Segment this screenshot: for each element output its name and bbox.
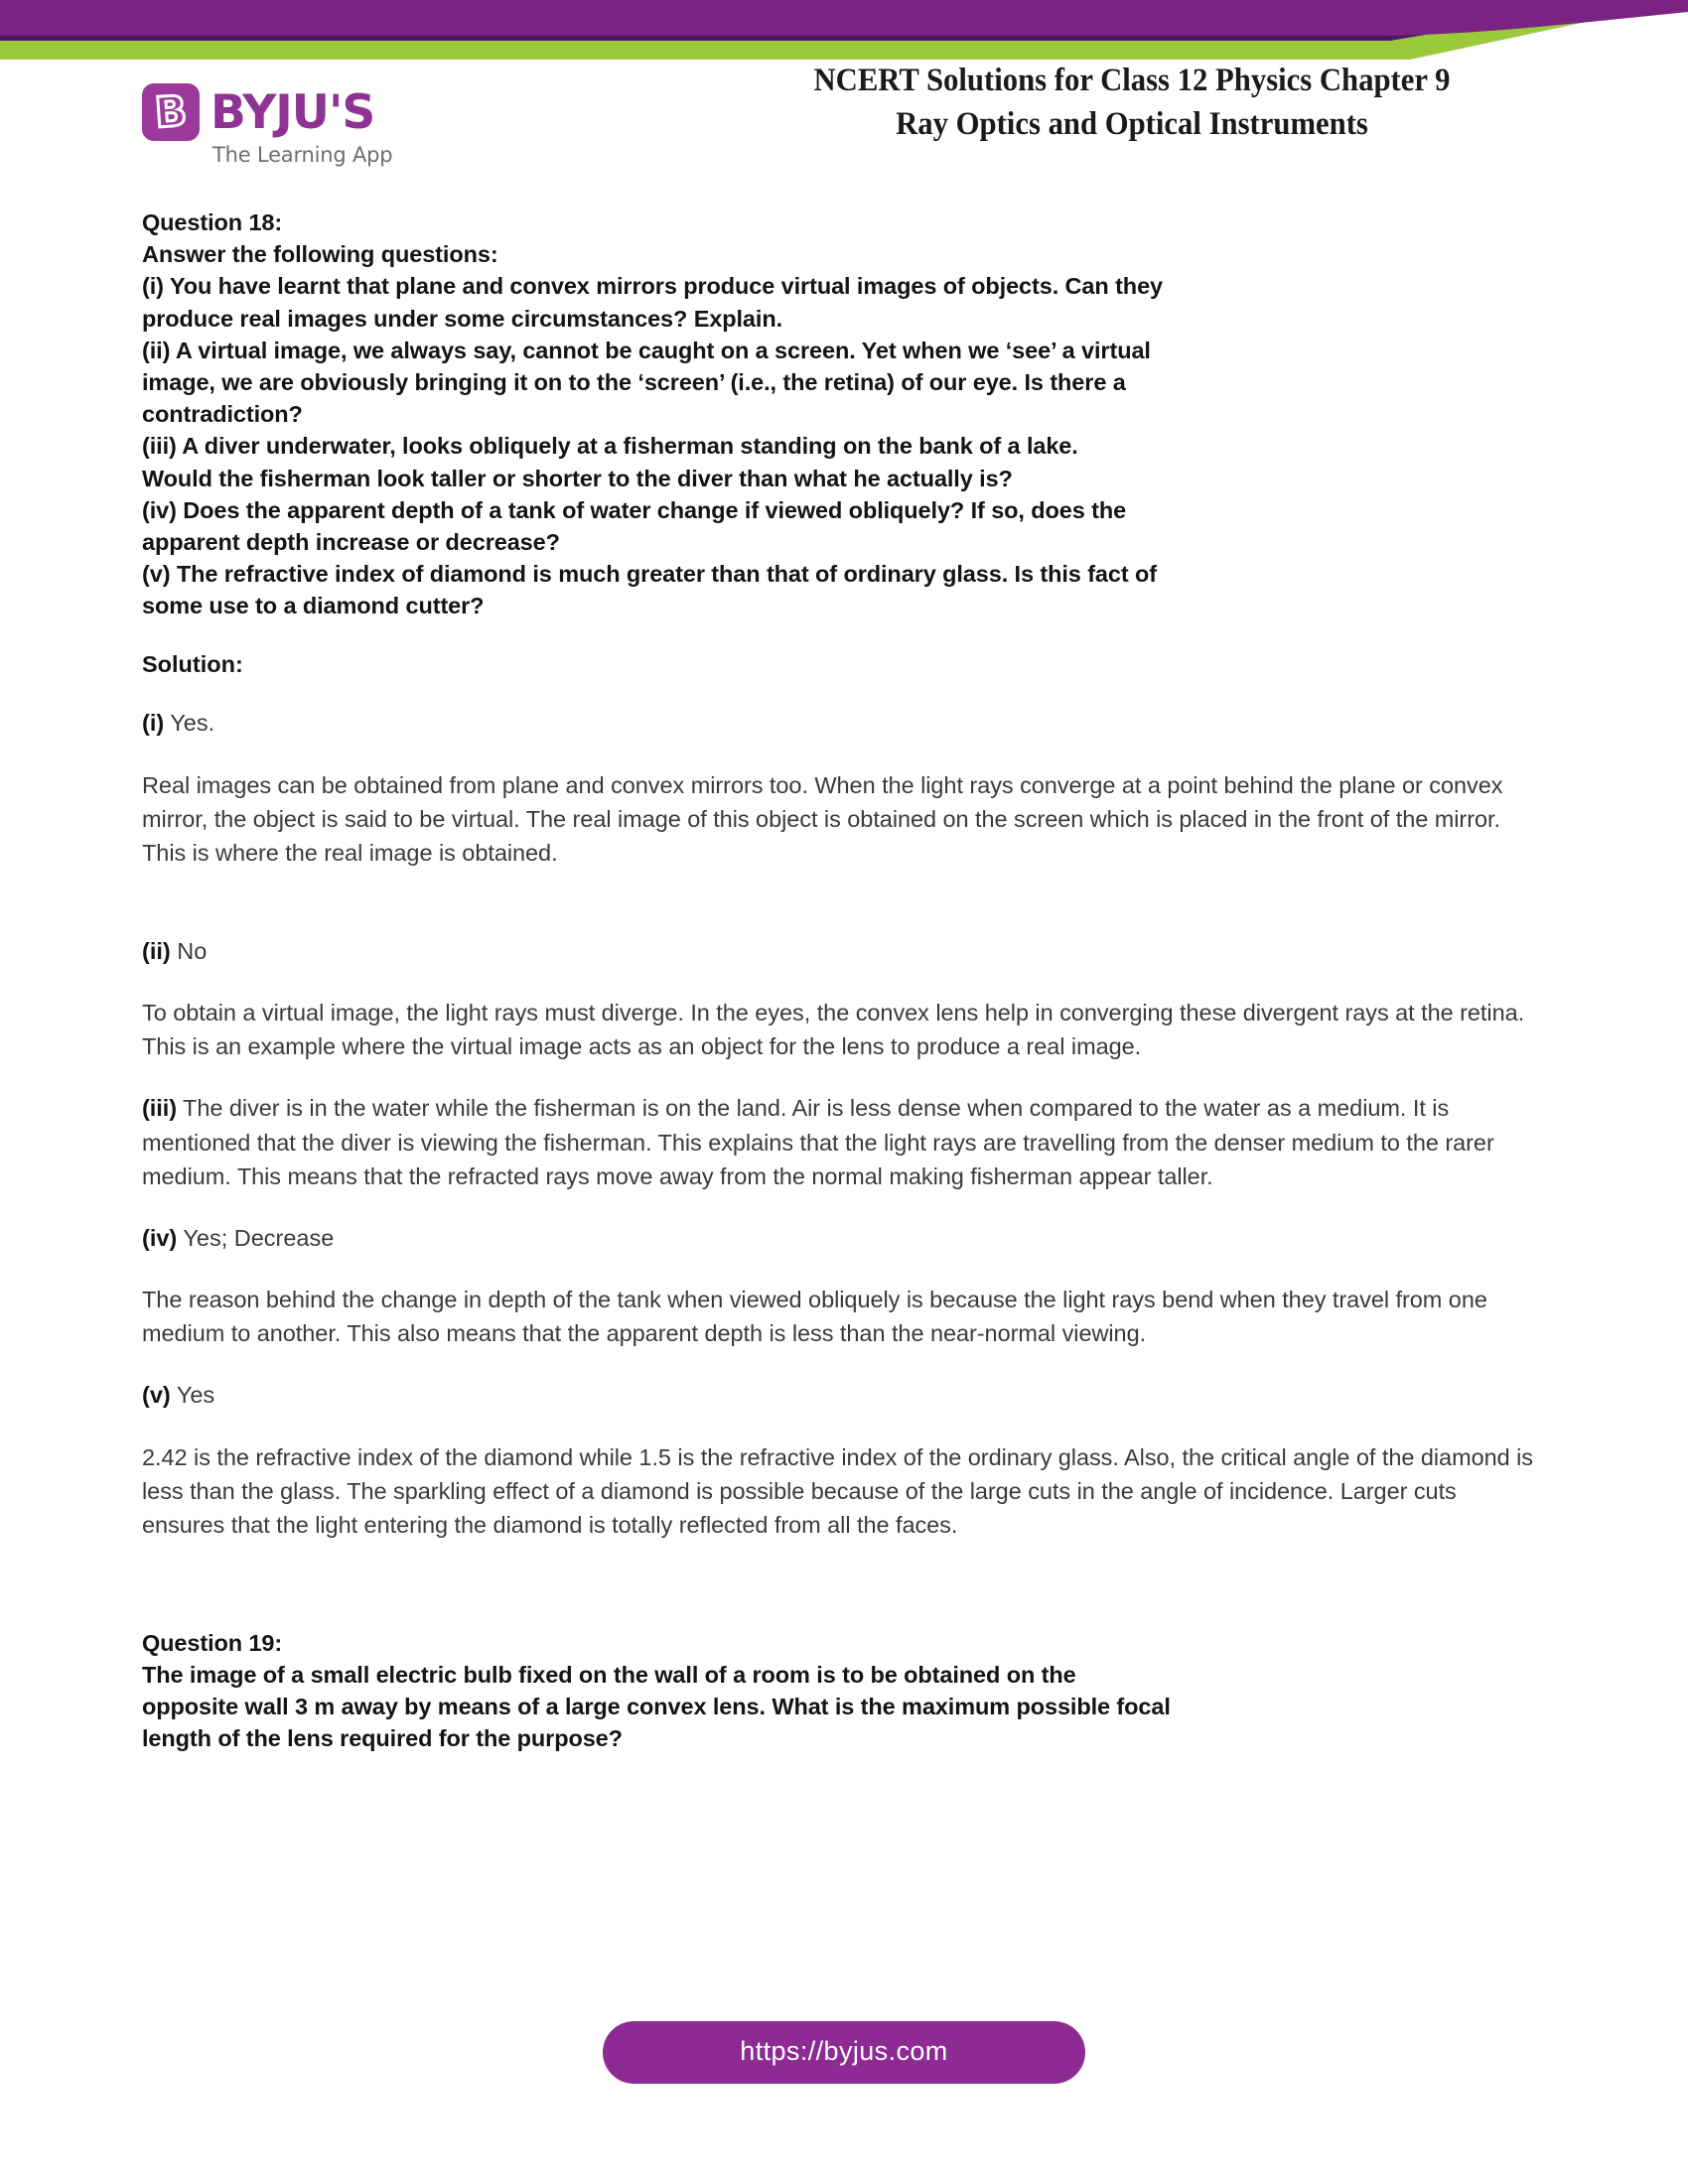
solution-marker-iv: (iv) [142,1224,178,1251]
header [0,60,1688,179]
question-18-line: (iii) A diver underwater, looks obliquely at a fisherman standing on the bank of a lake. [142,433,1078,460]
question-19-line: The image of a small electric bulb fixed on the wall of a room is to be obtained on the [142,1661,1076,1688]
solution-body-iii [142,1091,1544,1192]
solution-body-iv: The reason behind the change in depth of the tank when viewed obliquely is because the light rays bend when they travel from one medium to another. This also means that the apparent depth is less than the near-normal viewing. [142,1287,1487,1347]
solution-answer-text-i: Yes. [164,710,215,737]
page-title [717,60,1548,147]
solution-answer-text-ii: No [170,937,208,964]
solution-answer-iv [142,1222,1544,1255]
question-18-line: (i) You have learnt that plane and convex mirrors produce virtual images of objects. Can they [142,273,1164,300]
solution-body-i: Real images can be obtained from plane and convex mirrors too. When the light rays converge at a point behind the plane or convex mirror, the object is said to be virtual. The real image of this object is obtained on the screen which is placed in the front of the mirror. This is where the real image is obtained. [142,771,1503,866]
question-18-line: apparent depth increase or decrease? [142,528,560,555]
question-19-line: length of the lens required for the purpose? [142,1725,623,1752]
solution-marker-v: (v) [142,1382,171,1409]
logo-tagline: The Learning App [212,143,393,167]
solution-marker-i: (i) [142,710,165,737]
solution-answer-i [142,707,1544,740]
question-18-line: Would the fisherman look taller or shorter to the diver than what he actually is? [142,465,1013,491]
question-19-line: opposite wall 3 m away by means of a large convex lens. What is the maximum possible focal [142,1694,1171,1720]
solution-answer-ii [142,935,1544,968]
purple-band [0,0,1688,36]
question-18-line: produce real images under some circumstances? Explain. [142,305,783,332]
solution-answer-text-v: Yes [170,1382,215,1409]
question-18-line: some use to a diamond cutter? [142,593,485,619]
question-19-heading: Question 19: [142,1629,283,1656]
question-18-line: image, we are obviously bringing it on to the ‘screen’ (i.e., the retina) of our eye. Is there a [142,368,1126,395]
page-title-line-1: NCERT Solutions for Class 12 Physics Chapter 9 [813,63,1451,98]
byjus-logo [142,83,440,167]
logo-mark-letter: B [153,85,189,138]
solution-body-ii: To obtain a virtual image, the light rays must diverge. In the eyes, the convex lens help in converging these divergent rays at the retina. This is an example where the virtual image acts as an object for the lens to produce a real image. [142,1000,1525,1060]
question-19-block [142,1627,1544,1755]
solution-marker-iii: (iii) [142,1095,177,1122]
question-18-line: (iv) Does the apparent depth of a tank of water change if viewed obliquely? If so, does the [142,496,1127,523]
question-18-heading: Question 18: [142,209,283,235]
footer [0,2021,1688,2084]
solution-body-text-iii: The diver is in the water while the fisherman is on the land. Air is less dense when compared to the water as a medium. It is mentioned that the diver is viewing the fisherman. This explains that the light rays are travelling from the denser medium to the rarer medium. This means that the refracted rays move away from the normal making fisherman appear taller. [142,1095,1494,1189]
question-18-block [142,206,1544,621]
byjus-logo-mark-icon [142,83,200,141]
solution-label: Solution: [142,651,243,678]
question-18-line: contradiction? [142,401,303,428]
solution-body-v: 2.42 is the refractive index of the diamond while 1.5 is the refractive index of the ordinary glass. Also, the critical angle of the diamond is less than the glass. The sparkling effect of a diamond is possible because of the large cuts in the angle of incidence. Larger cuts ensures that the light entering the diamond is totally reflected from all the faces. [142,1443,1534,1538]
document-body [142,206,1544,1754]
solution-answer-v [142,1379,1544,1412]
page-title-line-2: Ray Optics and Optical Instruments [896,105,1368,142]
logo-wordmark: BYJU'S [211,84,375,140]
byjus-url-button[interactable]: https://byjus.com [603,2021,1085,2084]
logo-row [142,83,440,141]
question-18-line: (ii) A virtual image, we always say, cannot be caught on a screen. Yet when we ‘see’ a virtual [142,337,1151,363]
question-18-prompt: Answer the following questions: [142,241,498,268]
solution-answer-text-iv: Yes; Decrease [177,1224,335,1251]
solution-marker-ii: (ii) [142,937,171,964]
question-18-line: (v) The refractive index of diamond is much greater than that of ordinary glass. Is this fact of [142,561,1157,588]
